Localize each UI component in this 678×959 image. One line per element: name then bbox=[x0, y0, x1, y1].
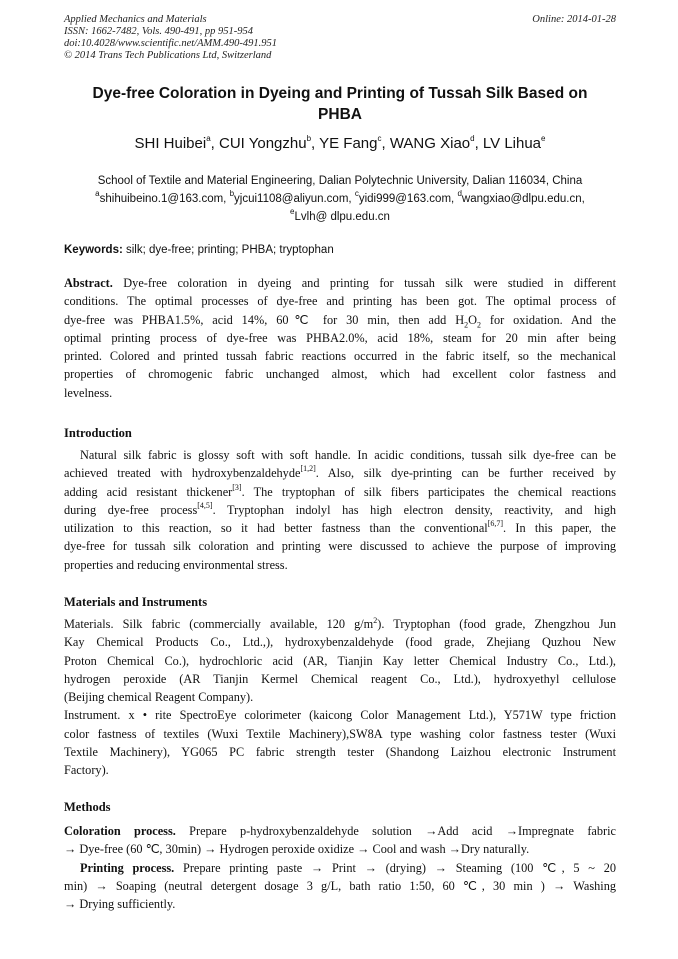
abstract bbox=[64, 274, 616, 402]
intro-text: utilization to this reaction, so it had better fastness than the conventional bbox=[64, 521, 488, 536]
intro-line bbox=[64, 464, 616, 482]
materials-line: Instrument. x • rite SpectroEye colorimeter (kaicong Color Management Ltd.), Y571W type friction bbox=[64, 708, 616, 723]
materials-line: Proton Chemical Co.), hydrochloric acid (AR, Tianjin Kay letter Chemical Industry Co., Ltd.), bbox=[64, 653, 616, 668]
keywords-text: silk; dye-free; printing; PHBA; tryptophan bbox=[122, 244, 334, 256]
citation[interactable]: [4,5] bbox=[197, 500, 213, 510]
abstract-line bbox=[64, 311, 616, 329]
intro-text: during dye-free process bbox=[64, 502, 198, 517]
intro-text: . Also, silk dye-printing can be further received by bbox=[315, 466, 616, 481]
email-link[interactable]: yjcui1108@aliyun.com, bbox=[234, 193, 355, 205]
materials-line: Factory). bbox=[64, 763, 109, 778]
abstract-line: properties of chromogenic fabric unchanged almost, which had excellent color fastness and bbox=[64, 367, 616, 382]
abstract-line: optimal printing process of dye-free was PHBA2.0%, acid 18%, steam for 20 min after being bbox=[64, 330, 616, 345]
section-heading-methods: Methods bbox=[64, 800, 111, 814]
author-list bbox=[64, 134, 616, 154]
materials-line: Kay Chemical Products Co., Ltd.,), hydroxybenzaldehyde (food grade, Zhejiang Quzhou New bbox=[64, 635, 616, 650]
materials-line: Textile Machinery), YG065 PC fabric strength tester (Shandong Laizhou electronic Instrument bbox=[64, 745, 616, 760]
section-heading-introduction: Introduction bbox=[64, 426, 132, 440]
journal-doi[interactable]: doi:10.4028/www.scientific.net/AMM.490-491.951 bbox=[64, 38, 277, 49]
subscript: 2 bbox=[464, 320, 469, 330]
superscript: 2 bbox=[373, 615, 378, 625]
journal-copyright: © 2014 Trans Tech Publications Ltd, Switzerland bbox=[64, 50, 272, 61]
intro-line: properties and reducing environmental stress. bbox=[64, 557, 288, 572]
abstract-text: dye-free was PHBA1.5%, acid 14%, 60℃ for 30 min, then add H bbox=[64, 312, 465, 327]
email-link[interactable]: wangxiao@dlpu.edu.cn, bbox=[461, 193, 585, 205]
methods-text: Prepare printing paste → Print → (drying) → Steaming (100 ℃, 5 ~ 20 bbox=[174, 860, 616, 875]
email-mark: d bbox=[457, 189, 462, 199]
methods-line: min) → Soaping (neutral detergent dosage 3 g/L, bath ratio 1:50, 60 ℃, 30 min ) → Washing bbox=[64, 878, 616, 893]
abstract-text: for oxidation. And the bbox=[480, 312, 617, 327]
author-separator: , bbox=[381, 135, 390, 152]
paper-title bbox=[64, 83, 616, 125]
email-mark: e bbox=[290, 207, 295, 217]
email-mark: b bbox=[229, 189, 235, 199]
author-mark: a bbox=[206, 134, 211, 143]
intro-text: . In this paper, the bbox=[503, 521, 616, 536]
author-mark: d bbox=[470, 134, 475, 143]
methods-line: → Dye-free (60 ℃, 30min) → Hydrogen peroxide oxidize → Cool and wash →Dry naturally. bbox=[64, 842, 530, 857]
email-link[interactable]: shihuibeino.1@163.com, bbox=[99, 193, 230, 205]
author: SHI Huibei bbox=[134, 135, 207, 152]
methods-body bbox=[64, 822, 616, 913]
methods-line bbox=[64, 859, 616, 877]
intro-text: . The tryptophan of silk fibers participates the chemical reactions bbox=[241, 484, 616, 499]
materials-body bbox=[64, 615, 616, 780]
methods-line bbox=[64, 822, 616, 840]
journal-header bbox=[64, 14, 616, 62]
abstract-line: printed. Colored and printed tussah fabric reactions occurred in the fabric itself, so the mechanical bbox=[64, 349, 616, 364]
materials-text: ). Tryptophan (food grade, Zhengzhou Jun bbox=[377, 617, 616, 631]
citation[interactable]: [3] bbox=[232, 482, 242, 492]
author: CUI Yongzhu bbox=[219, 135, 307, 152]
author-separator: , bbox=[210, 135, 219, 152]
author-separator: , bbox=[474, 135, 483, 152]
title-line-2: PHBA bbox=[318, 106, 362, 123]
abstract-label: Abstract. bbox=[64, 276, 113, 290]
affiliation-institution: School of Textile and Material Engineering, Dalian Polytechnic University, Dalian 116034, China bbox=[97, 175, 583, 187]
email-mark: a bbox=[95, 189, 100, 199]
intro-text: achieved treated with hydroxybenzaldehyde bbox=[64, 466, 301, 481]
author-mark: e bbox=[541, 134, 546, 143]
intro-line bbox=[64, 501, 616, 519]
abstract-text: Dye-free coloration in dyeing and printing for tussah silk were studied in different bbox=[112, 276, 616, 290]
affiliation-emails bbox=[64, 190, 616, 208]
abstract-line bbox=[64, 274, 616, 292]
author: LV Lihua bbox=[482, 135, 542, 152]
materials-line bbox=[64, 615, 616, 633]
materials-line: hydrogen peroxide (AR Tianjin Kermel Chemical reagent Co., Ltd.), hydroxyethyl cellulose bbox=[64, 671, 616, 686]
materials-text: Materials. Silk fabric (commercially available, 120 g/m bbox=[64, 617, 374, 631]
author-mark: c bbox=[377, 134, 382, 143]
affiliation-email-last bbox=[64, 208, 616, 226]
author-mark: b bbox=[306, 134, 312, 143]
subscript: 2 bbox=[476, 320, 481, 330]
email-mark: c bbox=[354, 189, 359, 199]
online-date: Online: 2014-01-28 bbox=[532, 14, 616, 25]
intro-line bbox=[64, 519, 616, 537]
keywords-label: Keywords: bbox=[64, 244, 123, 256]
materials-line: color fastness of textiles (Wuxi Textile Machinery),SW8A type washing color fastness tester (Wuxi bbox=[64, 726, 616, 741]
citation[interactable]: [6,7] bbox=[487, 519, 504, 529]
journal-issn: ISSN: 1662-7482, Vols. 490-491, pp 951-954 bbox=[64, 26, 253, 37]
title-line-1: Dye-free Coloration in Dyeing and Printing of Tussah Silk Based on bbox=[92, 85, 588, 102]
methods-line: → Drying sufficiently. bbox=[64, 897, 176, 912]
journal-name: Applied Mechanics and Materials bbox=[64, 14, 207, 25]
introduction-body bbox=[64, 446, 616, 574]
affiliation bbox=[64, 172, 616, 226]
materials-line: (Beijing chemical Reagent Company). bbox=[64, 690, 254, 705]
email-link[interactable]: yidi999@163.com, bbox=[358, 193, 458, 205]
abstract-line: conditions. The optimal processes of dye-free and printing has been got. The optimal process of bbox=[64, 294, 616, 309]
section-heading-materials: Materials and Instruments bbox=[64, 595, 208, 609]
intro-line bbox=[64, 483, 616, 501]
author-separator: , bbox=[311, 135, 320, 152]
abstract-line: levelness. bbox=[64, 385, 113, 400]
author: YE Fang bbox=[319, 135, 378, 152]
email-link[interactable]: Lvlh@ dlpu.edu.cn bbox=[294, 211, 390, 223]
intro-line: dye-free for tussah silk coloration and printing were discussed to achieve the purpose of improving bbox=[64, 539, 616, 554]
citation[interactable]: [1,2] bbox=[300, 464, 316, 474]
intro-text: adding acid resistant thickener bbox=[64, 484, 233, 499]
author: WANG Xiao bbox=[389, 135, 471, 152]
coloration-label: Coloration process. bbox=[64, 824, 176, 838]
intro-line: Natural silk fabric is glossy soft with soft handle. In acidic conditions, tussah silk dye-free can be bbox=[80, 448, 616, 462]
abstract-text: O bbox=[468, 312, 477, 327]
keywords bbox=[64, 242, 624, 258]
printing-label: Printing process. bbox=[80, 860, 175, 875]
intro-text: . Tryptophan indolyl has high electron density, reactivity, and high bbox=[212, 502, 616, 517]
methods-text: Prepare p-hydroxybenzaldehyde solution →Add acid →Impregnate fabric bbox=[175, 824, 616, 838]
